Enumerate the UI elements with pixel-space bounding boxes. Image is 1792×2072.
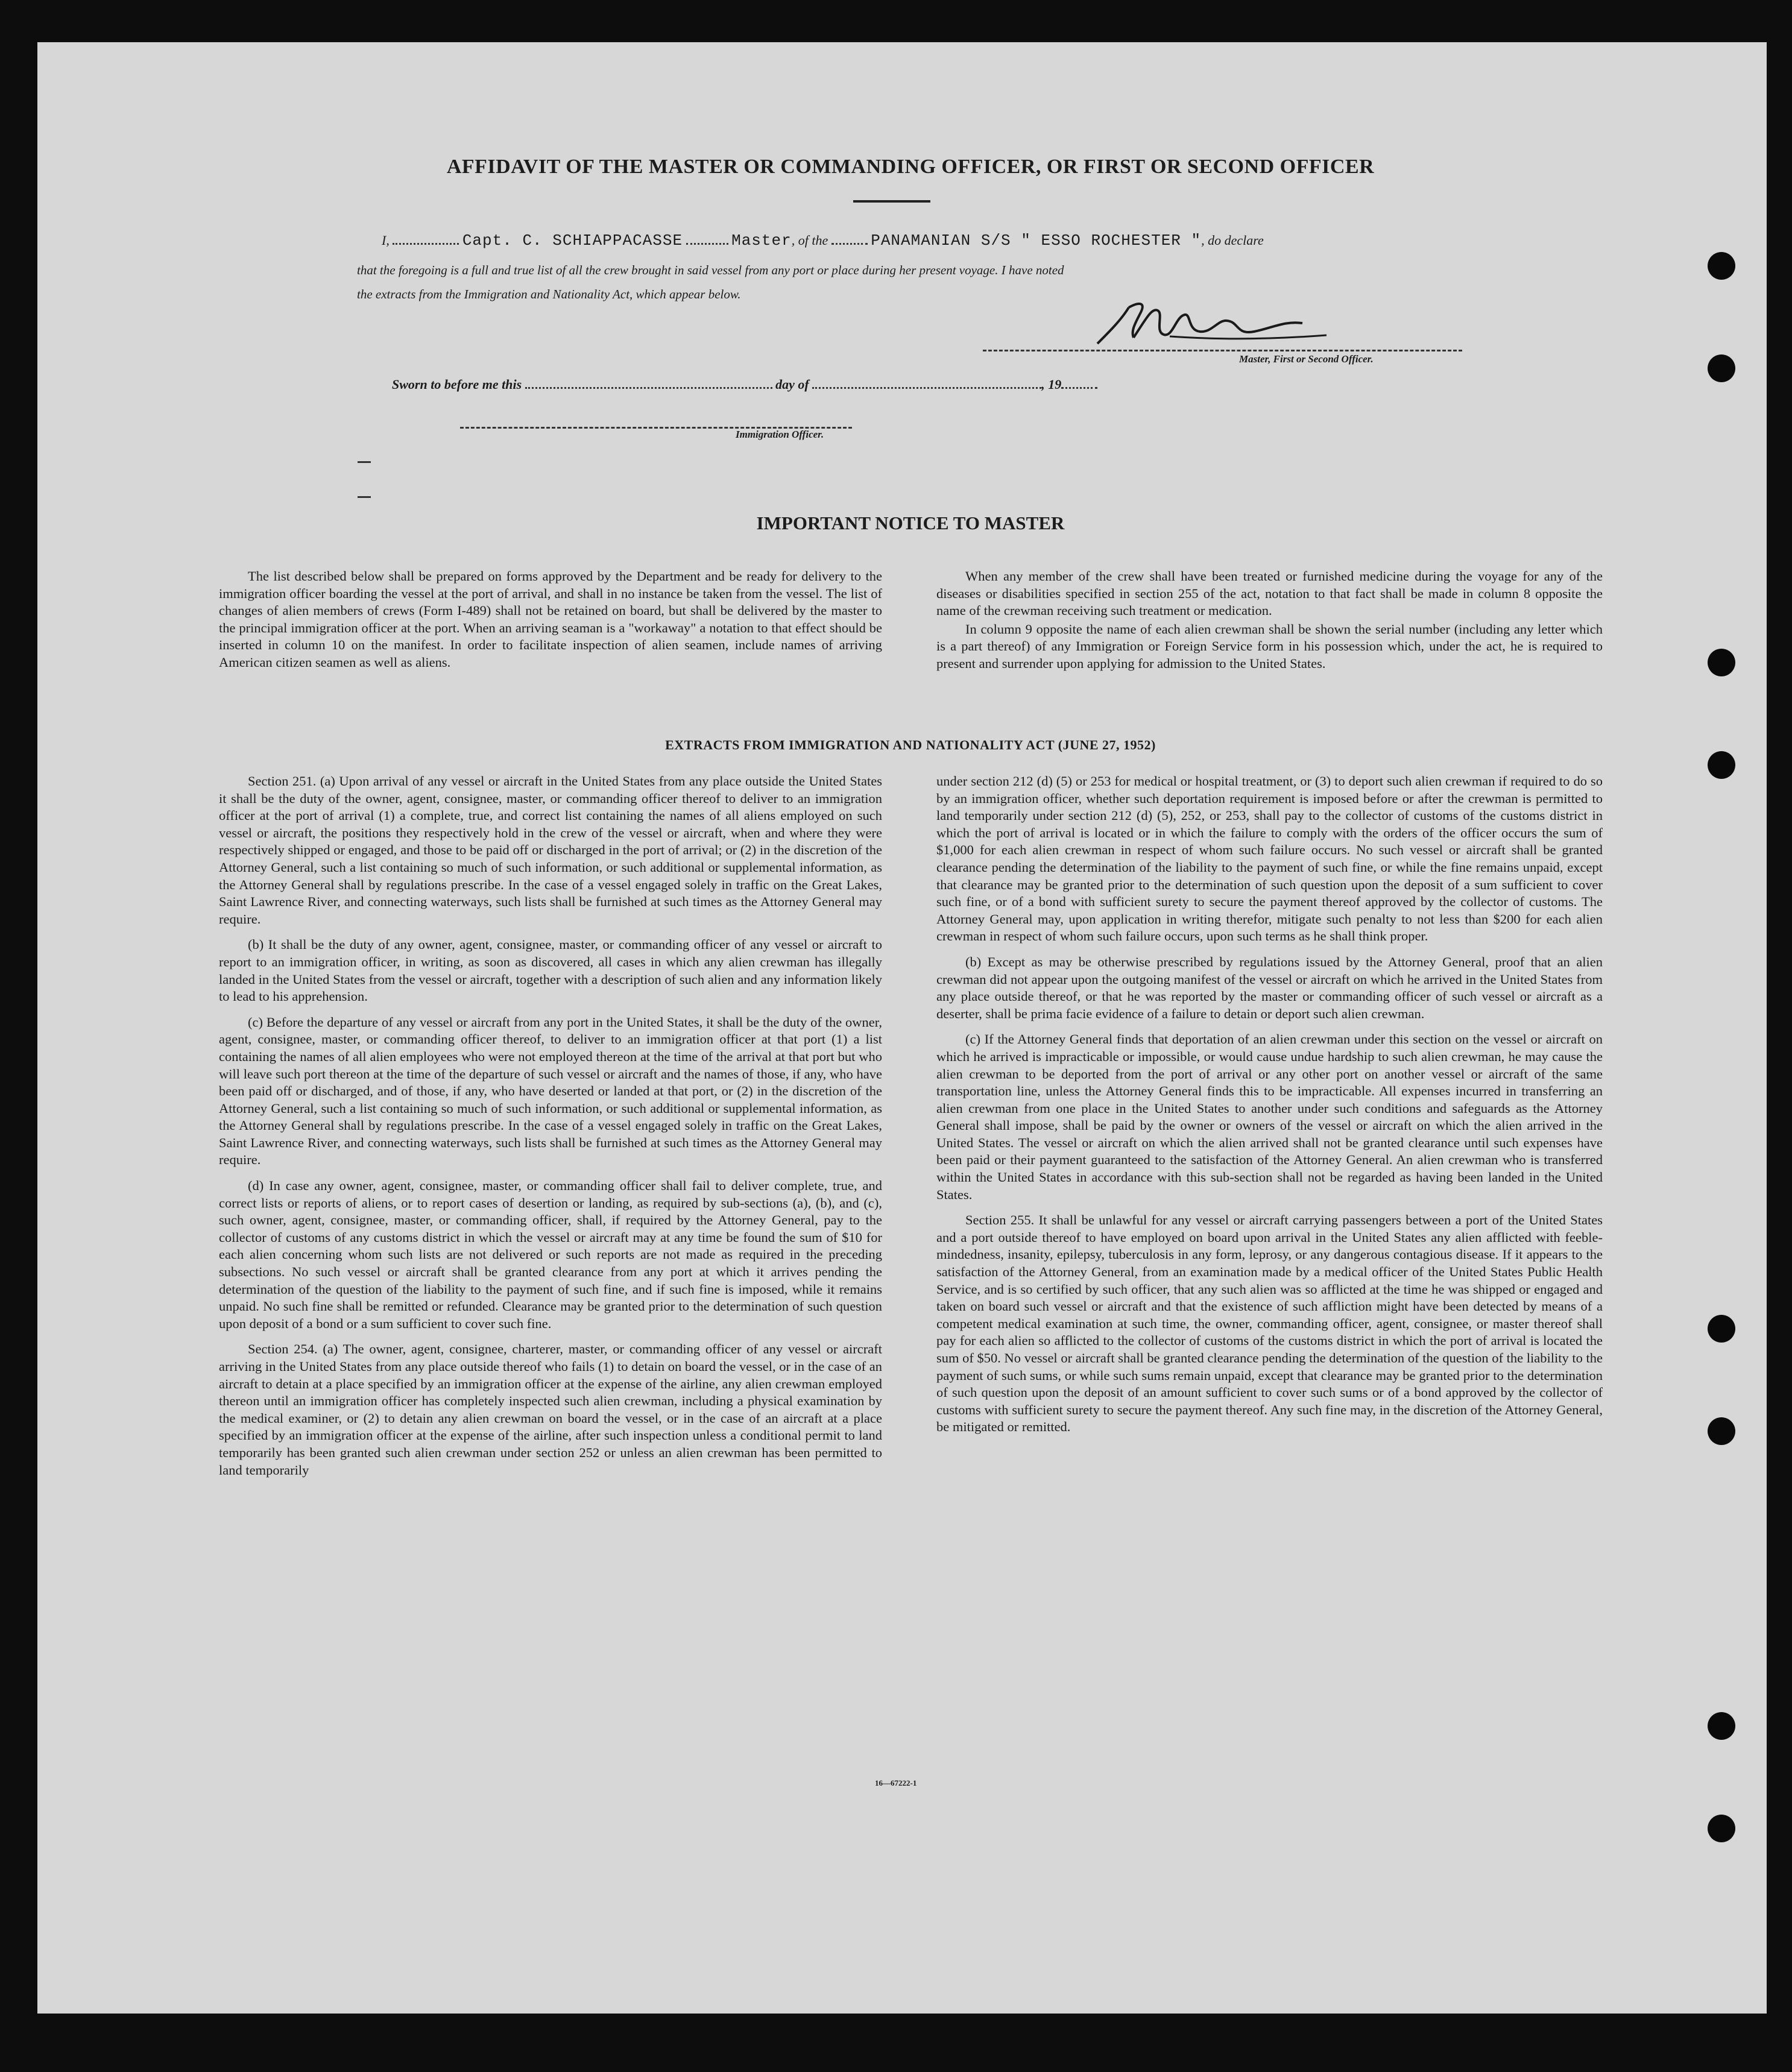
binder-hole [1708, 751, 1735, 779]
section-251c: (c) Before the departure of any vessel or aircraft from any port in the United States, it shall be the duty of the owner, agent, consignee, master, or commanding officer thereof, to deliver to an immigration officer at that port (1) a list containing the names of all alien employees who were not employed thereon at the time of the arrival at that port but who will leave such port thereon at the time of the departure of such vessel or aircraft and the names of those, if any, who have been paid off or discharged, and of those, if any, who have deserted or landed at that port, or (2) in the discretion of the Attorney General, such a list containing so much of such information, or such additional or supplemental information, as the Attorney General shall by regulations prescribe. In the case of a vessel engaged solely in traffic on the Great Lakes, Saint Lawrence River, and connecting waterways, such lists shall be furnished at such times as the Attorney General may require. [219, 1014, 882, 1168]
declaration-line-2: that the foregoing is a full and true list of all the crew brought in said vessel from any port or place during her present voyage. I have noted [357, 263, 1064, 277]
section-255: Section 255. It shall be unlawful for any vessel or aircraft carrying passengers between a port of the United States and a port outside thereof to have employed on board upon arrival in the United States any alien afflicted with feeble-mindedness, insanity, epilepsy, tuberculosis in any form, leprosy, or any dangerous contagious disease. If it appears to the satisfaction of the Attorney General, from an examination made by a medical officer of the United States Public Health Service, and is so certified by such officer, that any such alien was so afflicted at the time he was shipped or engaged and taken on board such vessel or aircraft and that the existence of such affliction might have been detected by means of a competent medical examination at such time, the owner, commanding officer, agent, consignee, or master thereof shall pay for each alien so afflicted to the collector of customs of the customs district in which the port of arrival is located the sum of $50. No vessel or aircraft shall be granted clearance pending the determination of the question of the liability to the payment of such sums, or while such sums remain unpaid, except that clearance may be granted prior to the determination of such question upon the deposit of an amount sufficient to cover such sums or of a bond approved by the collector of customs with sufficient surety to secure the payment thereof. Any such fine may, in the discretion of the Attorney General, be mitigated or remitted. [936, 1212, 1603, 1435]
binder-hole [1708, 1417, 1735, 1445]
i-label: I, [382, 233, 390, 248]
master-name: Capt. C. SCHIAPPACASSE [462, 231, 683, 250]
extracts-title: EXTRACTS FROM IMMIGRATION AND NATIONALITY ACT (JUNE 27, 1952) [665, 737, 1156, 752]
notice-right-paragraph-2: In column 9 opposite the name of each alien crewman shall be shown the serial number (including any letter which is a part thereof) of any Immigration or Foreign Service form in his possession which, under the act, he is required to present and surrender upon applying for admission to the United States. [936, 621, 1603, 671]
do-declare-label: , do declare [1201, 233, 1264, 248]
section-251a: Section 251. (a) Upon arrival of any vessel or aircraft in the United States from any place outside the United States it shall be the duty of the owner, agent, consignee, master, or commanding officer thereof to deliver to an immigration officer at the port of arrival (1) a complete, true, and correct list containing the names of all aliens employed on such vessel or aircraft, the positions they respectively hold in the crew of the vessel or aircraft, when and where they were respectively shipped or engaged, and those to be paid off or discharged in the port of arrival; or (2) in the discretion of the Attorney General, such a list containing so much of such information, or such additional or supplemental information, as the Attorney General shall by regulations prescribe. In the case of a vessel engaged solely in traffic on the Great Lakes, Saint Lawrence River, and connecting waterways, such lists shall be furnished at such times as the Attorney General may require. [219, 773, 882, 927]
binder-hole [1708, 1315, 1735, 1343]
binder-hole [1708, 1712, 1735, 1740]
notice-title: IMPORTANT NOTICE TO MASTER [756, 512, 1065, 534]
master-signature [1073, 283, 1333, 350]
section-254a-continued: under section 212 (d) (5) or 253 for medical or hospital treatment, or (3) to deport such alien crewman if required to do so by an immigration officer, whether such deportation requirement is imposed before or after the crewman is permitted to land temporarily under section 212 (d) (5), 252, or 253, shall pay to the collector of customs of the customs district in which the port of arrival is located or in which the failure to comply with the orders of the officer occurs the sum of $1,000 for each alien crewman in respect of whom such failure occurs. No such vessel or aircraft shall be granted clearance pending the determination of the liability to the payment of such fine, or while the fine remains unpaid, except that clearance may be granted prior to the determination of such question upon the deposit of a sum sufficient to cover such fine, or of a bond with sufficient surety to secure the payment thereof approved by the collector of customs. The Attorney General may, upon application in writing therefor, mitigate such penalty to not less than $200 for each alien crewman in respect of whom such failure occurs, upon such terms as he shall think proper. [936, 773, 1603, 944]
officer-label: Immigration Officer. [736, 429, 824, 440]
notice-left-paragraph: The list described below shall be prepared on forms approved by the Department and be ready for delivery to the immigration officer boarding the vessel at the port of arrival, and shall in no instance be taken from the vessel. The list of changes of alien members of crews (Form I-489) shall not be retained on board, but shall be delivered by the master to the principal immigration officer at the port. When an arriving seaman is a "workaway" a notation to that effect should be inserted in column 10 on the manifest. In order to facilitate inspection of alien seamen, include names of arriving American citizen seamen as well as aliens. [219, 568, 882, 670]
rank: Master [731, 231, 792, 250]
master-label: Master, First or Second Officer. [1239, 353, 1374, 365]
title-divider [853, 200, 930, 203]
section-251b: (b) It shall be the duty of any owner, agent, consignee, master, or commanding officer of any vessel or aircraft to report to an immigration officer, in writing, as soon as discovered, all cases in which any alien crewman has illegally landed in the United States from the vessel or aircraft, together with a description of such alien and any information likely to lead to his apprehension. [219, 937, 882, 1004]
extracts-right-column [936, 773, 1603, 1444]
section-254c: (c) If the Attorney General finds that deportation of an alien crewman under this section on the vessel or aircraft on which he arrived is impracticable or impossible, or would cause undue hardship to such alien crewman, he may cause the alien crewman to be deported from the port of arrival or any other port on another vessel or aircraft of the same transportation line, unless the Attorney General finds this to be impracticable. All expenses incurred in transferring an alien crewman from one place in the United States to another under such conditions and safeguards as the Attorney General shall impose, shall be paid by the owner or owners of the vessel or aircraft on which the alien arrived in the United States. The vessel or aircraft on which the alien arrived shall not be granted clearance until such expenses have been paid or their payment guaranteed to the satisfaction of the Attorney General. An alien crewman who is transferred within the United States in accordance with this sub-section shall not be regarded as having been landed in the United States. [936, 1031, 1603, 1202]
form-number: 16—67222-1 [875, 1778, 917, 1787]
vessel-name: PANAMANIAN S/S " ESSO ROCHESTER " [871, 231, 1202, 250]
margin-dash [358, 461, 371, 463]
binder-hole [1708, 649, 1735, 676]
binder-hole [1708, 252, 1735, 280]
declaration-line-3: the extracts from the Immigration and Nationality Act, which appear below. [357, 287, 741, 301]
affidavit-title: AFFIDAVIT OF THE MASTER OR COMMANDING OFFICER, OR FIRST OR SECOND OFFICER [446, 156, 1375, 178]
binder-hole [1708, 354, 1735, 382]
of-the-label: , of the [791, 233, 828, 248]
extracts-left-column [219, 773, 882, 1487]
day-of-label: day of [775, 377, 809, 392]
sworn-label: Sworn to before me this [392, 377, 522, 392]
binder-hole [1708, 1815, 1735, 1842]
notice-right-paragraph-1: When any member of the crew shall have been treated or furnished medicine during the voyage for any of the diseases or disabilities specified in section 255 of the act, notation to that fact shall be made in column 8 opposite the name of the crewman receiving such treatment or medication. [936, 568, 1603, 619]
notice-left-column [219, 568, 882, 680]
master-signature-line [983, 348, 1462, 351]
year-label: , 19 [1041, 377, 1062, 392]
declaration-line-1 [382, 231, 1264, 250]
section-254b: (b) Except as may be otherwise prescribed by regulations issued by the Attorney General, proof that an alien crewman did not appear upon the outgoing manifest of the vessel or aircraft on which he arrived in the United States from any place outside thereof, or that he was reported by the master or commanding officer of such vessel or aircraft as a deserter, shall be prima facie evidence of a failure to detain or deport such alien crewman. [936, 954, 1603, 1021]
section-254a: Section 254. (a) The owner, agent, consignee, charterer, master, or commanding officer of any vessel or aircraft arriving in the United States from any place outside thereof who fails (1) to detain on board the vessel, or in the case of an aircraft to detain at a place specified by an immigration officer at the expense of the airline, any alien crewman employed thereon until an immigration officer has completely inspected such alien crewman, including a physical examination by the medical examiner, or (2) to detain any alien crewman on board the vessel, or in the case of an aircraft at a place specified by an immigration officer at the expense of the airline, after such inspection unless a conditional permit to land temporarily has been granted such alien crewman under section 252 or unless an alien crewman has been permitted to land temporarily [219, 1341, 882, 1478]
margin-dash [358, 496, 371, 498]
notice-right-column [936, 568, 1603, 681]
section-251d: (d) In case any owner, agent, consignee, master, or commanding officer shall fail to deliver complete, true, and correct lists or reports of aliens, or to report cases of desertion or landing, as required by sub-sections (a), (b), and (c), such owner, agent, consignee, master, or commanding officer, shall, if required by the Attorney General, pay to the collector of customs of any customs district in which the vessel or aircraft may at any time be found the sum of $10 for each alien concerning whom such lists are not delivered or such reports are not made as required in the preceding subsections. No such vessel or aircraft shall be granted clearance from any port at which it arrives pending the determination of the question of the liability to the payment of such fine, and if such fine is imposed, while it remains unpaid. No such fine shall be remitted or refunded. Clearance may be granted prior to the determination of such question upon deposit of a bond or a sum sufficient to cover such fine. [219, 1178, 882, 1331]
sworn-line [392, 377, 1097, 392]
